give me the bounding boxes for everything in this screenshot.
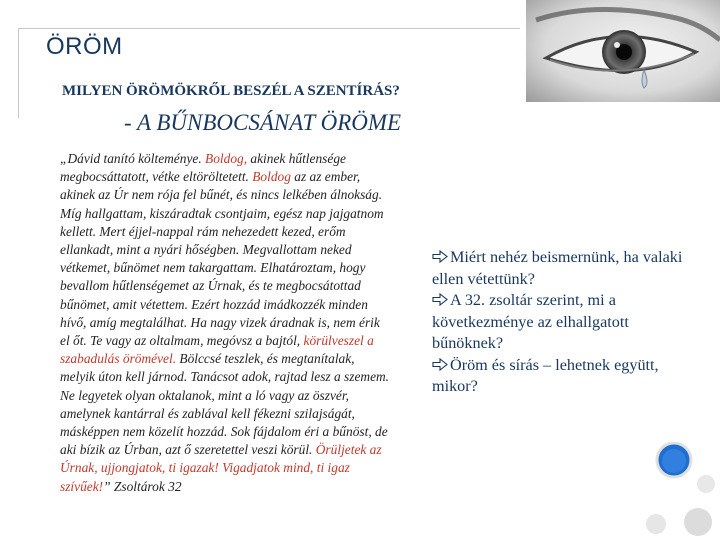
outlined-right-arrow-icon xyxy=(432,293,448,306)
highlighted-text: Örüljetek az xyxy=(315,442,382,458)
highlighted-text: szívűek! xyxy=(60,478,104,494)
quote-text: Bölccsé teszlek, és megtanítalak, xyxy=(176,351,355,367)
quote-line xyxy=(60,478,425,496)
quote-line xyxy=(60,205,425,223)
psalm-quote xyxy=(60,150,425,496)
quote-line xyxy=(60,150,425,168)
question-item xyxy=(432,355,697,398)
highlighted-text: körülveszel a xyxy=(303,333,374,349)
quote-text: akinek az Úr nem rója fel bűnét, és nincs lelkében álnokság. xyxy=(60,187,383,203)
frame-line-left xyxy=(18,28,19,118)
highlighted-text: Boldog xyxy=(252,169,291,185)
quote-line xyxy=(60,350,425,368)
quote-text: Míg hallgattam, kiszáradtak csontjaim, egész nap jajgatnom xyxy=(60,205,384,221)
outlined-right-arrow-icon xyxy=(432,358,448,371)
quote-text: vétkemet, bűnömet nem takargattam. Elhatároztam, hogy xyxy=(60,260,366,276)
slide-title: ÖRÖM xyxy=(46,33,123,60)
quote-line xyxy=(60,423,425,441)
quote-line xyxy=(60,241,425,259)
quote-text: Ne legyetek olyan oktalanok, mint a ló vagy az öszvér, xyxy=(60,387,349,403)
quote-text: „Dávid tanító költeménye. xyxy=(60,151,206,166)
frame-line-top xyxy=(18,28,520,29)
quote-text: kellett. Mert éjjel-nappal rám nehezedett kezed, erőm xyxy=(60,223,346,239)
quote-line xyxy=(60,368,425,386)
quote-text: bevallom hűtlenségemet az Úrnak, és te megbocsátottad xyxy=(60,278,361,294)
question-text: Öröm és sírás – lehetnek együtt, mikor? xyxy=(432,355,659,395)
quote-text: ” Zsoltárok 32 xyxy=(103,478,182,494)
quote-line xyxy=(60,405,425,423)
quote-line xyxy=(60,296,425,314)
question-text: Miért nehéz beismernünk, ha valaki ellen vétettünk? xyxy=(432,248,683,288)
quote-line xyxy=(60,259,425,277)
slide-subtitle: MILYEN ÖRÖMÖKRŐL BESZÉL A SZENTÍRÁS? xyxy=(62,83,400,99)
question-item xyxy=(432,247,697,290)
quote-text: bűnömet, amit vétettem. Ezért hozzád imádkozzék minden xyxy=(60,296,368,312)
quote-line xyxy=(60,314,425,332)
quote-line xyxy=(60,223,425,241)
quote-line xyxy=(60,441,425,459)
quote-line xyxy=(60,459,425,477)
quote-text: az az ember, xyxy=(290,169,361,185)
quote-line xyxy=(60,186,425,204)
quote-text: hívő, amíg megtalálhat. Ha nagy vizek áradnak is, nem érik xyxy=(60,314,380,330)
quote-line xyxy=(60,387,425,405)
question-item xyxy=(432,290,697,355)
highlighted-text: Úrnak, ujjongjatok, ti igazak! Vigadjatok mind, ti igaz xyxy=(60,460,350,476)
quote-text: melyik úton kell járnod. Tanácsot adok, rajtad lesz a szemem. xyxy=(60,369,390,385)
section-heading: - A BŰNBOCSÁNAT ÖRÖME xyxy=(124,110,402,135)
eye-tear-image xyxy=(526,0,720,102)
quote-text: amelynek kantárral és zablával kell fékezni szilajságát, xyxy=(60,405,355,421)
quote-line xyxy=(60,332,425,350)
question-list xyxy=(432,247,697,398)
quote-text: megbocsáttatott, vétke eltöröltetett. xyxy=(60,169,253,185)
quote-text: aki bízik az Úrban, azt ő szeretettel veszi körül. xyxy=(60,442,316,458)
question-text: A 32. zsoltár szerint, mi a következménye az elhallgatott bűnöknek? xyxy=(432,291,629,352)
outlined-right-arrow-icon xyxy=(432,250,448,263)
quote-text: másképpen nem közelít hozzád. Sok fájdalom éri a bűnöst, de xyxy=(60,424,388,440)
quote-line xyxy=(60,168,425,186)
decorative-circles xyxy=(636,442,720,540)
highlighted-text: Boldog, xyxy=(205,151,248,166)
quote-text: ellankadt, mint a nyári hőségben. Megvallottam neked xyxy=(60,242,352,258)
highlighted-text: szabadulás örömével. xyxy=(60,351,177,367)
quote-line xyxy=(60,277,425,295)
quote-text: akinek hűtlensége xyxy=(247,151,346,166)
quote-text: el őt. Te vagy az oltalmam, megóvsz a bajtól, xyxy=(60,333,304,349)
